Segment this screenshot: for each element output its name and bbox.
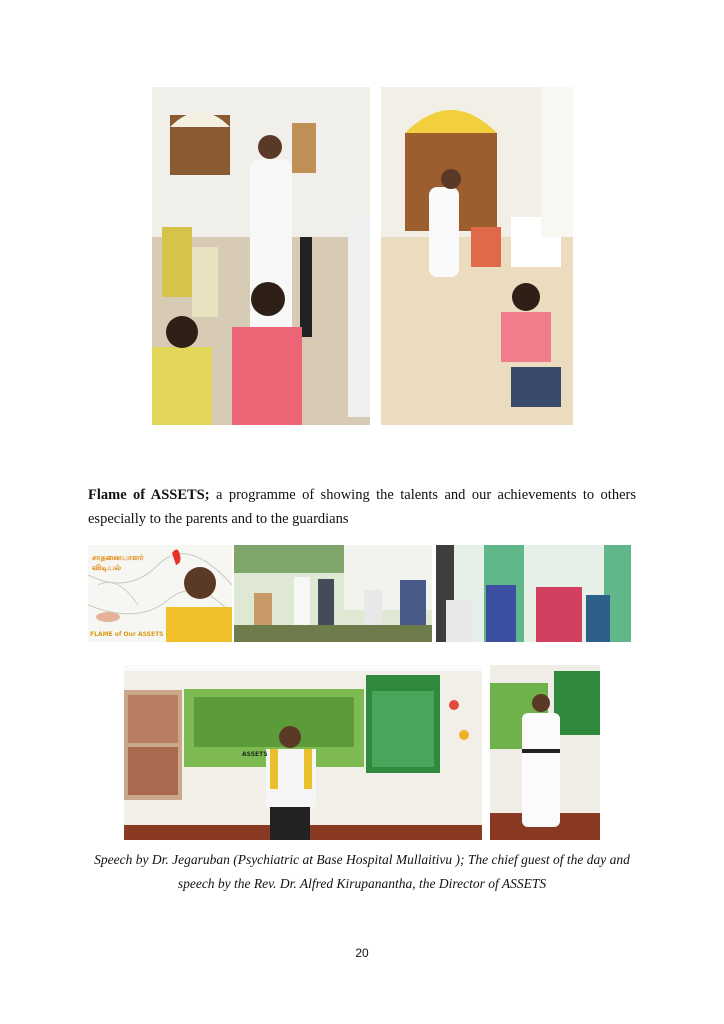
photo-blessing-ceremony [152, 87, 370, 425]
photo-parents-gathering [436, 545, 631, 642]
programme-title: Flame of ASSETS; [88, 487, 210, 503]
photo-caption: Speech by Dr. Jegaruban (Psychiatric at Base Hospital Mullaitivu ); The chief guest of the day and speech by the Rev. Dr. Alfred Kirupanantha, the Director of ASSETS [94, 852, 630, 891]
photo-guests-outdoor [234, 545, 432, 642]
collage-brand-label: FLAME of Our ASSETS [90, 631, 164, 638]
collage-tamil-heading: சாதனையாளர் விடியல் [92, 553, 144, 572]
photo-chief-guest-speech [124, 665, 482, 840]
programme-description [88, 483, 636, 531]
programme-text: a programme of showing the talents and our achievements to others especially to the parents and to the guardians [88, 487, 636, 527]
photo-flame-poster [88, 545, 232, 642]
photo-priest-with-children [381, 87, 573, 425]
page-number: 20 [355, 946, 369, 960]
photo-director-speech [490, 665, 600, 840]
banner-text: ASSETS [242, 751, 268, 758]
